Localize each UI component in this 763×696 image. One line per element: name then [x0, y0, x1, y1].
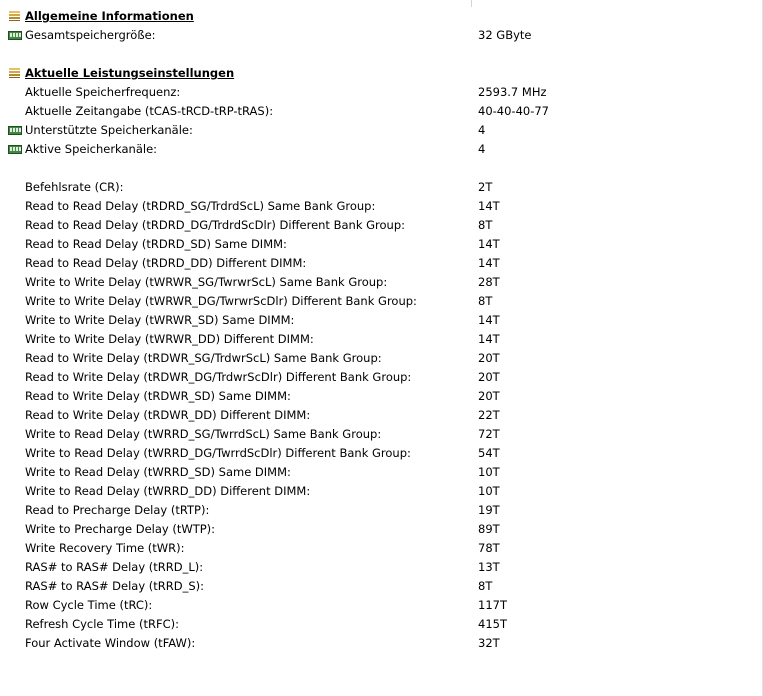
- memory-module-icon: [8, 126, 22, 135]
- row-value: 22T: [478, 408, 500, 422]
- row-value: 72T: [478, 427, 500, 441]
- timing-row[interactable]: [0, 235, 763, 254]
- row-value: 78T: [478, 541, 500, 555]
- row-value: 28T: [478, 275, 500, 289]
- row-label: Gesamtspeichergröße:: [25, 28, 156, 42]
- section-title: Aktuelle Leistungseinstellungen: [25, 66, 235, 80]
- row-value: 32 GByte: [478, 28, 532, 42]
- timing-row[interactable]: [0, 349, 763, 368]
- row-value: 10T: [478, 465, 500, 479]
- timing-row[interactable]: [0, 596, 763, 615]
- timing-row[interactable]: [0, 425, 763, 444]
- row-value: 20T: [478, 370, 500, 384]
- row-label: RAS# to RAS# Delay (tRRD_L):: [25, 560, 204, 574]
- timing-row[interactable]: [0, 558, 763, 577]
- row-label: Write to Read Delay (tWRRD_SD) Same DIMM:: [25, 465, 291, 479]
- timing-row[interactable]: [0, 406, 763, 425]
- row-value: 14T: [478, 256, 500, 270]
- row-value: 19T: [478, 503, 500, 517]
- timing-row[interactable]: [0, 539, 763, 558]
- timing-row[interactable]: [0, 463, 763, 482]
- truncated-dropdown-arrow-icon: [538, 0, 554, 3]
- row-value: 4: [478, 123, 486, 137]
- row-label: Write to Read Delay (tWRRD_SG/TwrrdScL) Same Bank Group:: [25, 427, 382, 441]
- row-value: 14T: [478, 237, 500, 251]
- timing-row[interactable]: [0, 634, 763, 653]
- row-label: Aktuelle Zeitangabe (tCAS-tRCD-tRP-tRAS):: [25, 104, 274, 118]
- row-label: Write to Read Delay (tWRRD_DG/TwrrdScDlr) Different Bank Group:: [25, 446, 411, 460]
- row-label: Write to Precharge Delay (tWTP):: [25, 522, 216, 536]
- row-label: Aktive Speicherkanäle:: [25, 142, 158, 156]
- section-icon: [8, 11, 22, 21]
- row-value: 14T: [478, 313, 500, 327]
- timing-row[interactable]: [0, 615, 763, 634]
- timing-row[interactable]: [0, 387, 763, 406]
- row-value: 32T: [478, 636, 500, 650]
- row-value: 13T: [478, 560, 500, 574]
- row-label: Write to Read Delay (tWRRD_DD) Different DIMM:: [25, 484, 311, 498]
- row-label: Write to Write Delay (tWRWR_SD) Same DIMM:: [25, 313, 295, 327]
- section-icon: [8, 68, 22, 78]
- row-value: 4: [478, 142, 486, 156]
- row-label: Read to Write Delay (tRDWR_SD) Same DIMM:: [25, 389, 291, 403]
- timing-row[interactable]: [0, 273, 763, 292]
- row-label: Write to Write Delay (tWRWR_DG/TwrwrScDlr) Different Bank Group:: [25, 294, 417, 308]
- memory-module-icon: [8, 145, 22, 154]
- row-value: 89T: [478, 522, 500, 536]
- row-value: 14T: [478, 332, 500, 346]
- row-value: 117T: [478, 598, 507, 612]
- row-label: Refresh Cycle Time (tRFC):: [25, 617, 179, 631]
- timing-row[interactable]: [0, 254, 763, 273]
- row-value: 415T: [478, 617, 507, 631]
- row-value: 40-40-40-77: [478, 104, 549, 118]
- timing-row[interactable]: [0, 577, 763, 596]
- timing-row[interactable]: [0, 216, 763, 235]
- row-label: Read to Read Delay (tRDRD_SG/TrdrdScL) Same Bank Group:: [25, 199, 376, 213]
- row-label: Read to Write Delay (tRDWR_DG/TrdwrScDlr) Different Bank Group:: [25, 370, 412, 384]
- row-label: Read to Read Delay (tRDRD_SD) Same DIMM:: [25, 237, 287, 251]
- section-header-general[interactable]: [0, 7, 763, 26]
- row-label: Read to Read Delay (tRDRD_DD) Different DIMM:: [25, 256, 307, 270]
- row-label: Aktuelle Speicherfrequenz:: [25, 85, 181, 99]
- info-row-timings[interactable]: [0, 102, 763, 121]
- timing-row[interactable]: [0, 501, 763, 520]
- row-value: 8T: [478, 294, 493, 308]
- row-value: 2593.7 MHz: [478, 85, 547, 99]
- column-divider: [471, 0, 472, 7]
- timing-row[interactable]: [0, 178, 763, 197]
- row-label: Unterstützte Speicherkanäle:: [25, 123, 193, 137]
- row-label: Write to Write Delay (tWRWR_DD) Different DIMM:: [25, 332, 314, 346]
- row-value: 8T: [478, 579, 493, 593]
- row-label: Four Activate Window (tFAW):: [25, 636, 196, 650]
- row-label: RAS# to RAS# Delay (tRRD_S):: [25, 579, 205, 593]
- timing-row[interactable]: [0, 520, 763, 539]
- row-label: Write Recovery Time (tWR):: [25, 541, 185, 555]
- row-value: 54T: [478, 446, 500, 460]
- row-label: Read to Read Delay (tRDRD_DG/TrdrdScDlr) Different Bank Group:: [25, 218, 406, 232]
- info-row-total-memory[interactable]: [0, 26, 763, 45]
- row-value: 20T: [478, 389, 500, 403]
- memory-module-icon: [8, 31, 22, 40]
- row-label: Read to Precharge Delay (tRTP):: [25, 503, 210, 517]
- row-label: Read to Write Delay (tRDWR_SG/TrdwrScL) Same Bank Group:: [25, 351, 382, 365]
- row-value: 10T: [478, 484, 500, 498]
- row-label: Read to Write Delay (tRDWR_DD) Different DIMM:: [25, 408, 311, 422]
- info-row-active-channels[interactable]: [0, 140, 763, 159]
- info-row-supported-channels[interactable]: [0, 121, 763, 140]
- info-row-memory-frequency[interactable]: [0, 83, 763, 102]
- timing-row[interactable]: [0, 330, 763, 349]
- timing-row[interactable]: [0, 482, 763, 501]
- row-label: Befehlsrate (CR):: [25, 180, 124, 194]
- row-value: 14T: [478, 199, 500, 213]
- timing-row[interactable]: [0, 311, 763, 330]
- timing-row[interactable]: [0, 368, 763, 387]
- row-value: 2T: [478, 180, 493, 194]
- section-title: Allgemeine Informationen: [25, 9, 194, 23]
- timing-row[interactable]: [0, 444, 763, 463]
- row-label: Row Cycle Time (tRC):: [25, 598, 153, 612]
- row-label: Write to Write Delay (tWRWR_SG/TwrwrScL) Same Bank Group:: [25, 275, 388, 289]
- timing-row[interactable]: [0, 292, 763, 311]
- section-header-performance[interactable]: [0, 64, 763, 83]
- timing-row[interactable]: [0, 197, 763, 216]
- row-value: 8T: [478, 218, 493, 232]
- row-value: 20T: [478, 351, 500, 365]
